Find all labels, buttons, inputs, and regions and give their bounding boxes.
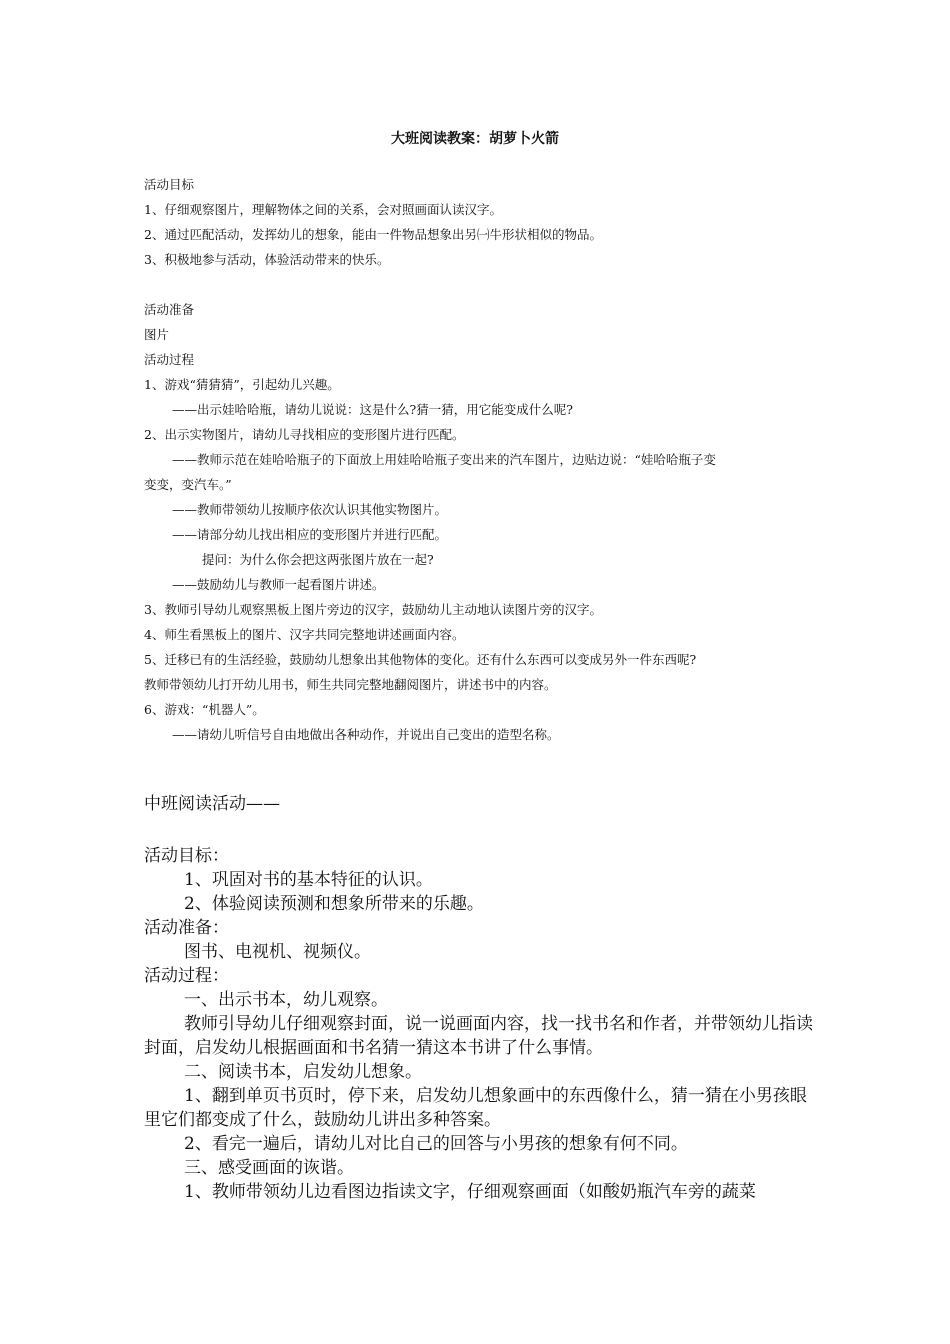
- goal-heading: 活动目标: [144, 177, 195, 192]
- goal-item-1: 1、仔细观察图片，理解物体之间的关系，会对照画面认读汉字。: [144, 202, 502, 217]
- step-2a: ——教师示范在娃哈哈瓶子的下面放上用娃哈哈瓶子变出来的汽车图片，边贴边说：“娃哈哈瓶子变: [172, 452, 716, 467]
- section2-step-b-1: 1、翻到单页书页时，停下来，启发幼儿想象画中的东西像什么，猜一猜在小男孩眼里它们都变成了什么，鼓励幼儿讲出多种答案。: [144, 1086, 807, 1130]
- section2-title: 中班阅读活动——: [144, 794, 280, 814]
- section2-step-a: 一、出示书本，幼儿观察。: [184, 990, 388, 1010]
- step-2d: 提问：为什么你会把这两张图片放在一起?: [202, 552, 434, 567]
- section2-step-c-1: 1、教师带领幼儿边看图边指读文字，仔细观察画面（如酸奶瓶汽车旁的蔬菜: [184, 1182, 756, 1202]
- step-2a-cont: 变变，变汽车。”: [144, 477, 232, 492]
- prep-heading: 活动准备: [144, 302, 195, 317]
- section2-goal-2: 2、体验阅读预测和想象所带来的乐趣。: [184, 894, 484, 914]
- step-4: 4、师生看黑板上的图片、汉字共同完整地讲述画面内容。: [144, 627, 465, 642]
- process-heading: 活动过程: [144, 352, 195, 367]
- section2-process-heading: 活动过程：: [144, 966, 229, 986]
- section2-goal-heading: 活动目标：: [144, 846, 229, 866]
- section2-step-a-text: 教师引导幼儿仔细观察封面，说一说画面内容，找一找书名和作者，并带领幼儿指读封面，启发幼儿根据画面和书名猜一猜这本书讲了什么事情。: [144, 1014, 813, 1058]
- step-2c: ——请部分幼儿找出相应的变形图片并进行匹配。: [172, 527, 448, 542]
- step-1: 1、游戏“猜猜猜”，引起幼儿兴趣。: [144, 377, 340, 392]
- step-1a: ——出示娃哈哈瓶，请幼儿说说：这是什么?猜一猜，用它能变成什么呢?: [172, 402, 573, 417]
- step-2: 2、出示实物图片，请幼儿寻找相应的变形图片进行匹配。: [144, 427, 465, 442]
- step-6: 6、游戏：“机器人”。: [144, 702, 265, 717]
- step-2b: ——教师带领幼儿按顺序依次认识其他实物图片。: [172, 502, 448, 517]
- step-6a: ——请幼儿听信号自由地做出各种动作，并说出自己变出的造型名称。: [172, 727, 560, 742]
- goal-item-3: 3、积极地参与活动，体验活动带来的快乐。: [144, 252, 390, 267]
- section2-goal-1: 1、巩固对书的基本特征的认识。: [184, 870, 433, 890]
- section2-prep-heading: 活动准备：: [144, 918, 229, 938]
- goal-item-2: 2、通过匹配活动，发挥幼儿的想象，能由一件物品想象出另㈠牛形状相似的物品。: [144, 227, 602, 242]
- step-5: 5、迁移已有的生活经验，鼓励幼儿想象出其他物体的变化。还有什么东西可以变成另外一件东西呢?: [144, 652, 697, 667]
- step-2e: ——鼓励幼儿与教师一起看图片讲述。: [172, 577, 385, 592]
- step-3: 3、教师引导幼儿观察黑板上图片旁边的汉字，鼓励幼儿主动地认读图片旁的汉字。: [144, 602, 602, 617]
- document-title: 大班阅读教案：胡萝卜火箭: [391, 131, 559, 147]
- prep-item: 图片: [144, 327, 170, 342]
- section2-step-b: 二、阅读书本，启发幼儿想象。: [184, 1062, 422, 1082]
- step-5a: 教师带领幼儿打开幼儿用书，师生共同完整地翻阅图片，讲述书中的内容。: [144, 677, 557, 692]
- section2-step-c: 三、感受画面的诙谐。: [184, 1158, 354, 1178]
- section2-step-b-2: 2、看完一遍后，请幼儿对比自己的回答与小男孩的想象有何不同。: [184, 1134, 688, 1154]
- section2-prep-items: 图书、电视机、视频仪。: [184, 942, 371, 962]
